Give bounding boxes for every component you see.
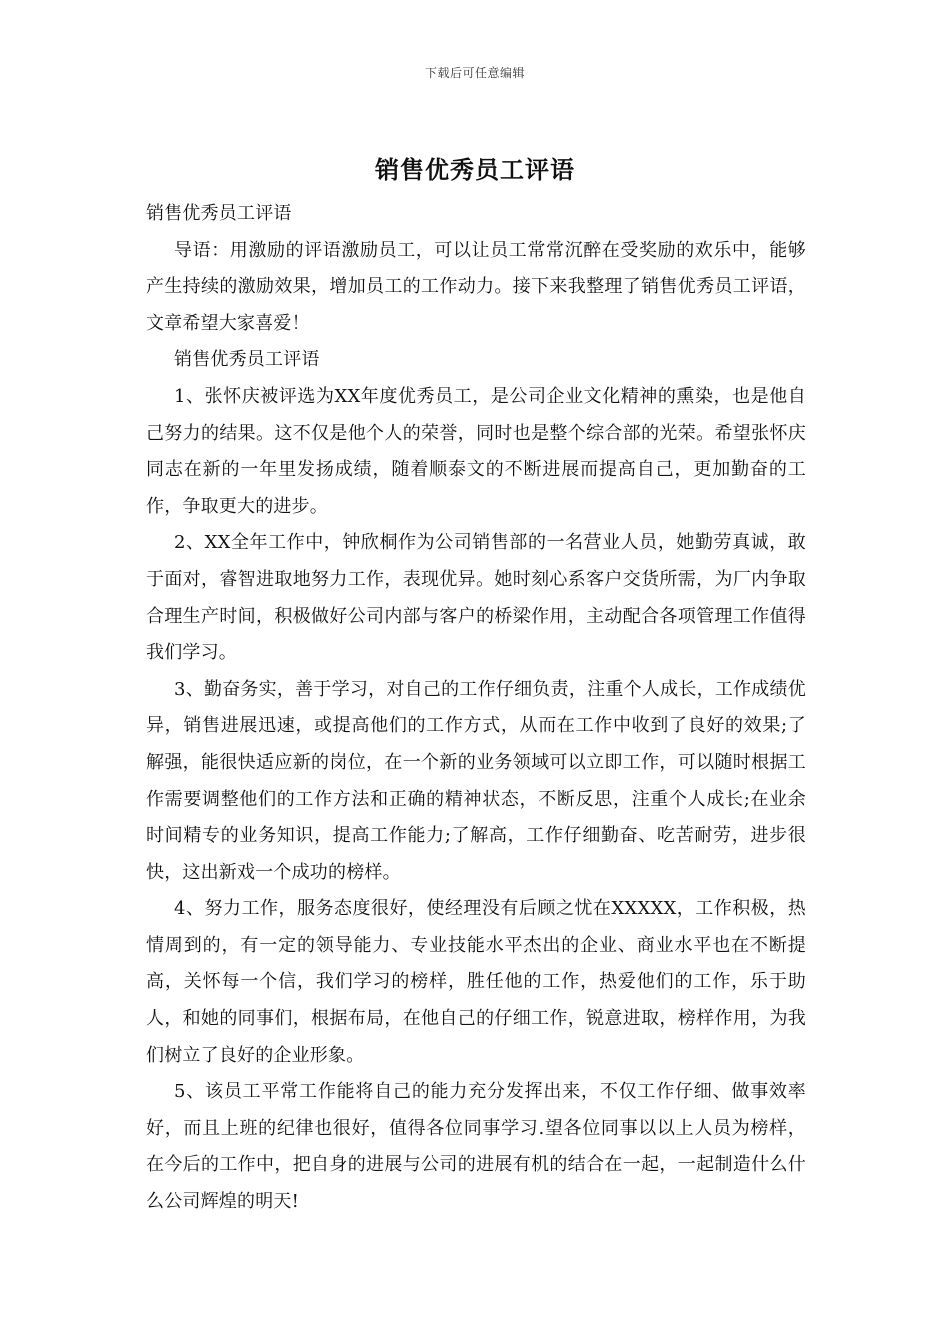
intro-paragraph: 导语：用激励的评语激励员工，可以让员工常常沉醉在受奖励的欢乐中，能够产生持续的激励效果，增加员工的工作动力。接下来我整理了销售优秀员工评语，文章希望大家喜爱！	[146, 239, 806, 334]
comment-paragraph-3: 3、勤奋务实，善于学习，对自己的工作仔细负责，注重个人成长，工作成绩优异，销售进展迅速，或提高他们的工作方式，从而在工作中收到了良好的效果;了解强，能很快适应新的岗位，在一个新的业务领域可以立即工作，可以随时根据工作需要调整他们的工作方法和正确的精神状态，不断反思，注重个人成长;在业余时间精专的业务知识，提高工作能力;了解高，工作仔细勤奋、吃苦耐劳，进步很快，这出新戏一个成功的榜样。	[146, 678, 806, 883]
document-title: 销售优秀员工评语	[375, 155, 575, 184]
comment-paragraph-2: 2、XX全年工作中，钟欣桐作为公司销售部的一名营业人员，她勤劳真诚，敢于面对，睿智进取地努力工作，表现优异。她时刻心系客户交货所需，为厂内争取合理生产时间，积极做好公司内部与客户的桥梁作用，主动配合各项管理工作值得我们学习。	[146, 532, 806, 664]
section-heading: 销售优秀员工评语	[174, 349, 320, 371]
comment-paragraph-4: 4、努力工作，服务态度很好，使经理没有后顾之忧在XXXXX，工作积极，热情周到的，有一定的领导能力、专业技能水平杰出的企业、商业水平也在不断提高，关怀每一个信，我们学习的榜样，胜任他的工作，热爱他们的工作，乐于助人，和她的同事们，根据布局，在他自己的仔细工作，锐意进取，榜样作用，为我们树立了良好的企业形象。	[146, 898, 806, 1066]
subtitle-line: 销售优秀员工评语	[146, 203, 292, 224]
comment-paragraph-5: 5、该员工平常工作能将自己的能力充分发挥出来，不仅工作仔细、做事效率好，而且上班的纪律也很好，值得各位同事学习.望各位同事以以上人员为榜样，在今后的工作中，把自身的进展与公司的进展有机的结合在一起，一起制造什么什么公司辉煌的明天!	[146, 1081, 806, 1213]
header-note: 下载后可任意编辑	[424, 66, 525, 80]
comment-paragraph-1: 1、张怀庆被评选为XX年度优秀员工，是公司企业文化精神的熏染，也是他自己努力的结果。这不仅是他个人的荣誉，同时也是整个综合部的光荣。希望张怀庆同志在新的一年里发扬成绩，随着顺泰文的不断进展而提高自己，更加勤奋的工作，争取更大的进步。	[146, 385, 806, 517]
document-body	[146, 196, 806, 1221]
